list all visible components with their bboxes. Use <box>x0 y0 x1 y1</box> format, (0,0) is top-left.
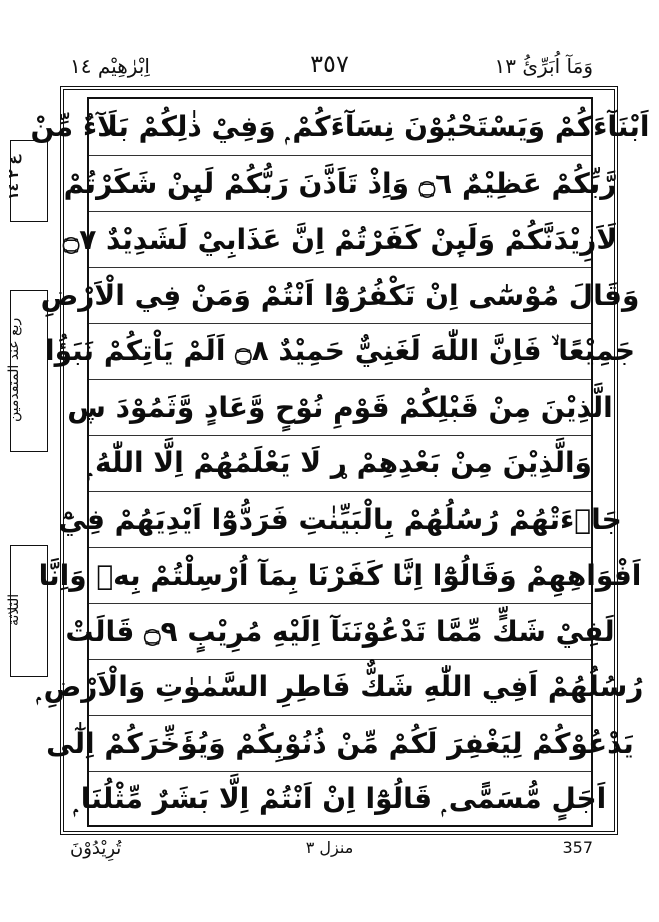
verse-text-block <box>30 99 650 825</box>
verse-line-10: لَفِيْ شَكٍّ مِّمَّا تَدْعُوْنَنَآ اِلَيْهِ مُرِيْبٍ ۝٩ قَالَتْ <box>65 614 615 648</box>
thalatha-marker: الثلاثة <box>6 593 22 627</box>
verse-line-2: رَّبِّكُمْ عَظِيْمٌ ۝٦ وَاِذْ تَاَذَّنَ رَبُّكُمْ لَىِٕنْ شَكَرْتُمْ <box>63 166 617 200</box>
verse-line-7: وَالَّذِيْنَ مِنْ بَعْدِهِمْ ړ لَا يَعْلَمُهُمْ اِلَّا اللّٰهُ ۭ <box>88 446 592 479</box>
verse-line-12: يَدْعُوْكُمْ لِيَغْفِرَ لَكُمْ مِّنْ ذُنُوْبِكُمْ وَيُؤَخِّرَكُمْ اِلٰٓى <box>46 726 634 760</box>
verse-line-9: اَفْوَاهِهِمْ وَقَالُوْٓا اِنَّا كَفَرْنَا بِمَآ اُرْسِلْتُمْ بِهٖ وَاِنَّا <box>38 558 642 592</box>
verse-line-8: جَاۗءَتْهُمْ رُسُلُهُمْ بِالْبَيِّنٰتِ فَرَدُّوْٓا اَيْدِيَهُمْ فِيْٓ <box>58 502 622 536</box>
verse-line-5: جَمِيْعًا ۙ فَاِنَّ اللّٰهَ لَغَنِيٌّ حَمِيْدٌ ۝٨ اَلَمْ يَاْتِكُمْ نَبَؤُا <box>44 334 636 367</box>
verse-line-3: لَاَزِيْدَنَّكُمْ وَلَىِٕنْ كَفَرْتُمْ اِنَّ عَذَابِيْ لَشَدِيْدٌ ۝٧ <box>62 222 618 256</box>
page-number-header: ٣٥٧ <box>310 50 349 78</box>
catchword: تُرِيْدُوْنَ <box>70 838 122 859</box>
manzil-marker: منزل ٣ <box>305 838 354 857</box>
ruku-marker: ع ٢ ١٤ <box>6 155 22 201</box>
verse-line-13: اَجَلٍ مُّسَمًّى ۭ قَالُوْٓا اِنْ اَنْتُمْ اِلَّا بَشَرٌ مِّثْلُنَا ۭ <box>73 782 607 815</box>
juz-name-header: وَمَآ اُبَرِّئُ ١٣ <box>494 54 593 78</box>
verse-line-4: وَقَالَ مُوْسٰٓى اِنْ تَكْفُرُوْٓا اَنْتُمْ وَمَنْ فِي الْاَرْضِ <box>40 278 640 312</box>
surah-name-header: اِبْرٰهِيْم ١٤ <box>70 54 150 78</box>
verse-line-1: اَبْنَآءَكُمْ وَيَسْتَحْيُوْنَ نِسَآءَكُمْ ۭ وَفِيْ ذٰلِكُمْ بَلَآءٌ مِّنْ <box>30 110 650 143</box>
quarter-marker: ربع عند المتقدمين <box>6 317 22 423</box>
verse-line-11: رُسُلُهُمْ اَفِي اللّٰهِ شَكٌّ فَاطِرِ السَّمٰوٰتِ وَالْاَرْضِ ۭ <box>36 670 644 703</box>
verse-line-6: الَّذِيْنَ مِنْ قَبْلِكُمْ قَوْمِ نُوْحٍ وَّعَادٍ وَّثَمُوْدَ ڛ <box>67 390 613 424</box>
page-number-footer: 357 <box>562 838 593 857</box>
